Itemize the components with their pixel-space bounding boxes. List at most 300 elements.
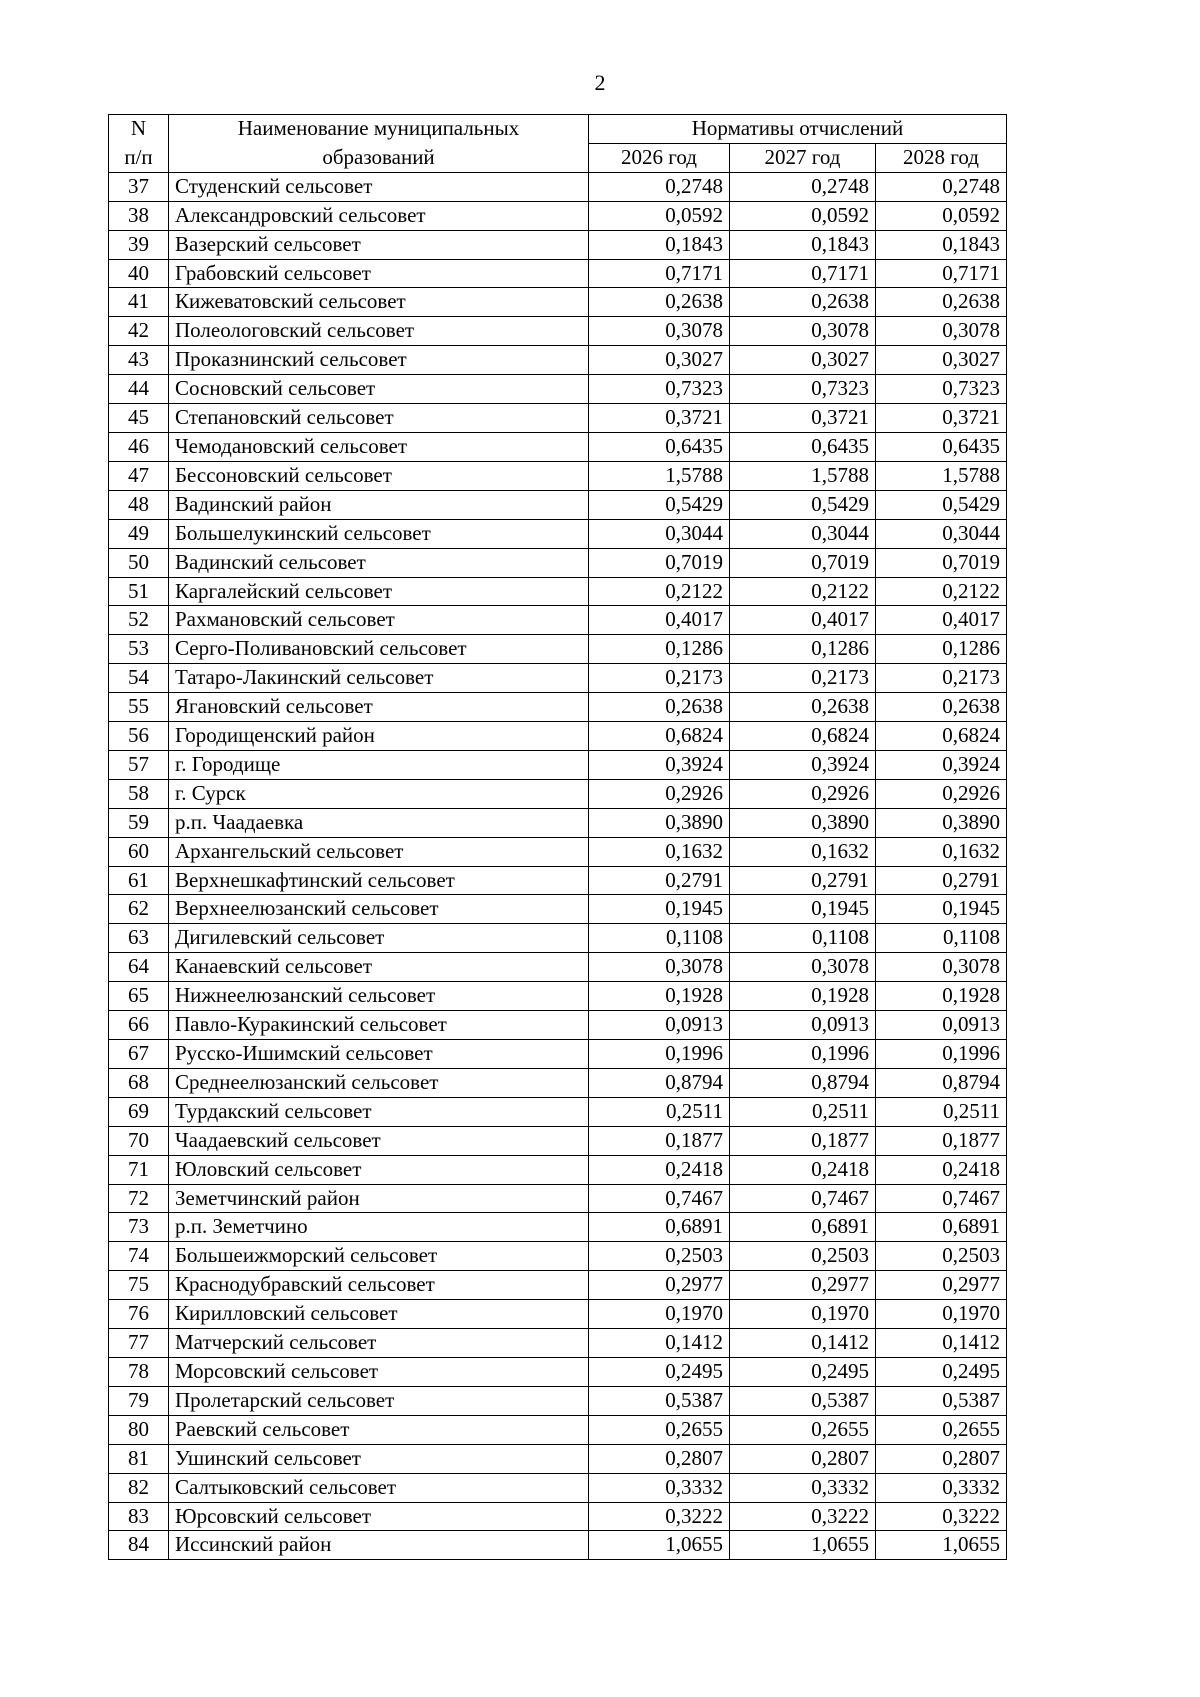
header-name-line1: Наименование муниципальных — [237, 116, 520, 141]
norm-2026: 0,2503 — [589, 1242, 730, 1271]
norm-2028: 0,2926 — [876, 779, 1007, 808]
norm-2026: 0,2791 — [589, 866, 730, 895]
norm-2026: 0,3044 — [589, 519, 730, 548]
row-number: 76 — [109, 1300, 169, 1329]
row-number: 61 — [109, 866, 169, 895]
row-number: 44 — [109, 375, 169, 404]
row-number: 46 — [109, 432, 169, 461]
row-number: 65 — [109, 982, 169, 1011]
norm-2028: 0,8794 — [876, 1068, 1007, 1097]
norm-2028: 0,2655 — [876, 1415, 1007, 1444]
norm-2027: 0,1996 — [730, 1040, 876, 1069]
norm-2028: 0,1928 — [876, 982, 1007, 1011]
municipality-name: Пролетарский сельсовет — [169, 1386, 589, 1415]
norm-2027: 0,1632 — [730, 837, 876, 866]
norm-2028: 0,3027 — [876, 346, 1007, 375]
header-name-line2-cell — [169, 143, 589, 172]
header-num-line1: N — [130, 116, 147, 141]
table-row — [109, 808, 1007, 837]
municipality-name: Юрсовский сельсовет — [169, 1502, 589, 1531]
norm-2028: 0,2173 — [876, 664, 1007, 693]
norm-2026: 1,0655 — [589, 1531, 730, 1560]
norm-2028: 0,0592 — [876, 201, 1007, 230]
table-row — [109, 432, 1007, 461]
municipality-name: г. Сурск — [169, 779, 589, 808]
norms-table — [108, 114, 1007, 1560]
norm-2026: 0,2807 — [589, 1444, 730, 1473]
municipality-name: Павло-Куракинский сельсовет — [169, 1011, 589, 1040]
municipality-name: Раевский сельсовет — [169, 1415, 589, 1444]
norm-2026: 0,1970 — [589, 1300, 730, 1329]
norm-2026: 0,2638 — [589, 693, 730, 722]
norm-2026: 0,2511 — [589, 1097, 730, 1126]
municipality-name: Студенский сельсовет — [169, 172, 589, 201]
norm-2028: 1,0655 — [876, 1531, 1007, 1560]
norm-2027: 0,1877 — [730, 1126, 876, 1155]
norm-2026: 0,3332 — [589, 1473, 730, 1502]
table-row — [109, 461, 1007, 490]
municipality-name: Сосновский сельсовет — [169, 375, 589, 404]
row-number: 83 — [109, 1502, 169, 1531]
norm-2027: 0,2926 — [730, 779, 876, 808]
municipality-name: Вадинский район — [169, 490, 589, 519]
row-number: 81 — [109, 1444, 169, 1473]
table-row — [109, 1444, 1007, 1473]
norm-2026: 0,2638 — [589, 288, 730, 317]
norm-2027: 1,5788 — [730, 461, 876, 490]
row-number: 57 — [109, 750, 169, 779]
norm-2028: 0,2495 — [876, 1357, 1007, 1386]
norm-2026: 0,1632 — [589, 837, 730, 866]
row-number: 58 — [109, 779, 169, 808]
norm-2026: 0,1928 — [589, 982, 730, 1011]
norm-2026: 0,2122 — [589, 577, 730, 606]
norm-2026: 0,3890 — [589, 808, 730, 837]
municipality-name: р.п. Земетчино — [169, 1213, 589, 1242]
norm-2028: 0,1945 — [876, 895, 1007, 924]
norm-2028: 0,1970 — [876, 1300, 1007, 1329]
header-name-cell — [169, 115, 589, 144]
norm-2027: 0,1945 — [730, 895, 876, 924]
municipality-name: Александровский сельсовет — [169, 201, 589, 230]
norm-2027: 0,5387 — [730, 1386, 876, 1415]
municipality-name: Дигилевский сельсовет — [169, 924, 589, 953]
norm-2028: 0,6824 — [876, 722, 1007, 751]
table-body — [109, 172, 1007, 1560]
norm-2027: 1,0655 — [730, 1531, 876, 1560]
table-row — [109, 404, 1007, 433]
municipality-name: Серго-Поливановский сельсовет — [169, 635, 589, 664]
municipality-name: Каргалейский сельсовет — [169, 577, 589, 606]
table-row — [109, 1126, 1007, 1155]
row-number: 53 — [109, 635, 169, 664]
norm-2028: 0,1286 — [876, 635, 1007, 664]
norm-2028: 0,2977 — [876, 1271, 1007, 1300]
norm-2028: 0,6435 — [876, 432, 1007, 461]
municipality-name: Большелукинский сельсовет — [169, 519, 589, 548]
municipality-name: Юловский сельсовет — [169, 1155, 589, 1184]
norm-2027: 0,1412 — [730, 1329, 876, 1358]
row-number: 77 — [109, 1329, 169, 1358]
norm-2026: 0,1843 — [589, 230, 730, 259]
norm-2028: 0,2511 — [876, 1097, 1007, 1126]
table-row — [109, 490, 1007, 519]
municipality-name: Канаевский сельсовет — [169, 953, 589, 982]
row-number: 73 — [109, 1213, 169, 1242]
norm-2026: 0,7323 — [589, 375, 730, 404]
norm-2026: 0,1108 — [589, 924, 730, 953]
row-number: 66 — [109, 1011, 169, 1040]
municipality-name: г. Городище — [169, 750, 589, 779]
table-row — [109, 577, 1007, 606]
norm-2026: 0,7171 — [589, 259, 730, 288]
table-row — [109, 230, 1007, 259]
table-row — [109, 1415, 1007, 1444]
header-name-line2: образований — [322, 144, 435, 169]
municipality-name: Полеологовский сельсовет — [169, 317, 589, 346]
header-num-line2-cell — [109, 143, 169, 172]
table-row — [109, 375, 1007, 404]
municipality-name: Среднеелюзанский сельсовет — [169, 1068, 589, 1097]
row-number: 38 — [109, 201, 169, 230]
row-number: 55 — [109, 693, 169, 722]
norm-2028: 0,1843 — [876, 230, 1007, 259]
header-year-2027: 2027 год — [730, 143, 876, 172]
table-row — [109, 1531, 1007, 1560]
norm-2028: 0,7467 — [876, 1184, 1007, 1213]
norm-2028: 0,5429 — [876, 490, 1007, 519]
municipality-name: Архангельский сельсовет — [169, 837, 589, 866]
municipality-name: р.п. Чаадаевка — [169, 808, 589, 837]
norm-2026: 0,3027 — [589, 346, 730, 375]
municipality-name: Вазерский сельсовет — [169, 230, 589, 259]
municipality-name: Краснодубравский сельсовет — [169, 1271, 589, 1300]
norm-2026: 0,1945 — [589, 895, 730, 924]
table-row — [109, 1271, 1007, 1300]
norm-2028: 0,7171 — [876, 259, 1007, 288]
norm-2027: 0,7171 — [730, 259, 876, 288]
norm-2026: 0,2655 — [589, 1415, 730, 1444]
norm-2026: 0,1996 — [589, 1040, 730, 1069]
table-row — [109, 317, 1007, 346]
norm-2027: 0,2638 — [730, 693, 876, 722]
norm-2028: 0,3890 — [876, 808, 1007, 837]
table-row — [109, 1184, 1007, 1213]
municipality-name: Кирилловский сельсовет — [169, 1300, 589, 1329]
norm-2028: 0,3924 — [876, 750, 1007, 779]
norm-2027: 0,8794 — [730, 1068, 876, 1097]
table-row — [109, 1357, 1007, 1386]
municipality-name: Ушинский сельсовет — [169, 1444, 589, 1473]
row-number: 84 — [109, 1531, 169, 1560]
norm-2026: 0,3721 — [589, 404, 730, 433]
table-row — [109, 1213, 1007, 1242]
header-year-2028: 2028 год — [876, 143, 1007, 172]
norm-2027: 0,2791 — [730, 866, 876, 895]
page-number: 2 — [594, 70, 606, 95]
table-row — [109, 1386, 1007, 1415]
row-number: 47 — [109, 461, 169, 490]
row-number: 63 — [109, 924, 169, 953]
table-row — [109, 866, 1007, 895]
row-number: 37 — [109, 172, 169, 201]
table-row — [109, 1040, 1007, 1069]
norm-2028: 1,5788 — [876, 461, 1007, 490]
norm-2028: 0,1877 — [876, 1126, 1007, 1155]
municipality-name: Грабовский сельсовет — [169, 259, 589, 288]
table-row — [109, 837, 1007, 866]
norm-2026: 0,1877 — [589, 1126, 730, 1155]
norm-2027: 0,4017 — [730, 606, 876, 635]
municipality-name: Ягановский сельсовет — [169, 693, 589, 722]
row-number: 51 — [109, 577, 169, 606]
norm-2026: 0,3078 — [589, 953, 730, 982]
municipality-name: Бессоновский сельсовет — [169, 461, 589, 490]
norm-2027: 0,7323 — [730, 375, 876, 404]
table-row — [109, 1300, 1007, 1329]
table-row — [109, 924, 1007, 953]
norm-2027: 0,2807 — [730, 1444, 876, 1473]
norm-2027: 0,5429 — [730, 490, 876, 519]
norm-2028: 0,2122 — [876, 577, 1007, 606]
table-row — [109, 722, 1007, 751]
municipality-name: Верхнешкафтинский сельсовет — [169, 866, 589, 895]
header-num-line2: п/п — [124, 144, 153, 169]
table-row — [109, 779, 1007, 808]
norm-2027: 0,7019 — [730, 548, 876, 577]
norm-2027: 0,2511 — [730, 1097, 876, 1126]
row-number: 74 — [109, 1242, 169, 1271]
table-row — [109, 548, 1007, 577]
municipality-name: Большеижморский сельсовет — [169, 1242, 589, 1271]
row-number: 60 — [109, 837, 169, 866]
norm-2027: 0,2655 — [730, 1415, 876, 1444]
row-number: 56 — [109, 722, 169, 751]
municipality-name: Татаро-Лакинский сельсовет — [169, 664, 589, 693]
municipality-name: Иссинский район — [169, 1531, 589, 1560]
norm-2027: 0,0592 — [730, 201, 876, 230]
norm-2026: 0,6824 — [589, 722, 730, 751]
norm-2028: 0,3721 — [876, 404, 1007, 433]
norm-2027: 0,3924 — [730, 750, 876, 779]
norm-2027: 0,2638 — [730, 288, 876, 317]
header-num-cell — [109, 115, 169, 144]
table-row — [109, 1242, 1007, 1271]
norm-2026: 0,7467 — [589, 1184, 730, 1213]
norm-2027: 0,3078 — [730, 953, 876, 982]
norm-2028: 0,6891 — [876, 1213, 1007, 1242]
norm-2028: 0,3332 — [876, 1473, 1007, 1502]
row-number: 82 — [109, 1473, 169, 1502]
table-row — [109, 635, 1007, 664]
norm-2026: 1,5788 — [589, 461, 730, 490]
header-year-2026: 2026 год — [589, 143, 730, 172]
norm-2027: 0,1928 — [730, 982, 876, 1011]
municipality-name: Кижеватовский сельсовет — [169, 288, 589, 317]
norm-2026: 0,6435 — [589, 432, 730, 461]
row-number: 52 — [109, 606, 169, 635]
norm-2028: 0,0913 — [876, 1011, 1007, 1040]
row-number: 45 — [109, 404, 169, 433]
table-row — [109, 664, 1007, 693]
municipality-name: Морсовский сельсовет — [169, 1357, 589, 1386]
row-number: 42 — [109, 317, 169, 346]
row-number: 78 — [109, 1357, 169, 1386]
norm-2028: 0,1108 — [876, 924, 1007, 953]
norm-2026: 0,2748 — [589, 172, 730, 201]
norm-2026: 0,2418 — [589, 1155, 730, 1184]
row-number: 49 — [109, 519, 169, 548]
row-number: 79 — [109, 1386, 169, 1415]
norm-2026: 0,2495 — [589, 1357, 730, 1386]
norm-2027: 0,3222 — [730, 1502, 876, 1531]
row-number: 71 — [109, 1155, 169, 1184]
norm-2026: 0,8794 — [589, 1068, 730, 1097]
row-number: 41 — [109, 288, 169, 317]
norm-2027: 0,6891 — [730, 1213, 876, 1242]
table-row — [109, 201, 1007, 230]
norm-2027: 0,2977 — [730, 1271, 876, 1300]
norm-2027: 0,1970 — [730, 1300, 876, 1329]
table-row — [109, 1068, 1007, 1097]
municipality-name: Земетчинский район — [169, 1184, 589, 1213]
table-row — [109, 953, 1007, 982]
row-number: 39 — [109, 230, 169, 259]
row-number: 54 — [109, 664, 169, 693]
row-number: 59 — [109, 808, 169, 837]
row-number: 40 — [109, 259, 169, 288]
norm-2027: 0,1843 — [730, 230, 876, 259]
norm-2026: 0,3222 — [589, 1502, 730, 1531]
norm-2028: 0,7323 — [876, 375, 1007, 404]
table-row — [109, 172, 1007, 201]
row-number: 72 — [109, 1184, 169, 1213]
norm-2026: 0,2926 — [589, 779, 730, 808]
municipality-name: Матчерский сельсовет — [169, 1329, 589, 1358]
norm-2028: 0,2418 — [876, 1155, 1007, 1184]
table-row — [109, 895, 1007, 924]
municipality-name: Рахмановский сельсовет — [169, 606, 589, 635]
norm-2027: 0,2122 — [730, 577, 876, 606]
norm-2026: 0,3924 — [589, 750, 730, 779]
row-number: 69 — [109, 1097, 169, 1126]
table-row — [109, 1473, 1007, 1502]
norm-2028: 0,1996 — [876, 1040, 1007, 1069]
norm-2027: 0,2418 — [730, 1155, 876, 1184]
norm-2027: 0,0913 — [730, 1011, 876, 1040]
norm-2026: 0,7019 — [589, 548, 730, 577]
norm-2028: 0,5387 — [876, 1386, 1007, 1415]
norm-2027: 0,2748 — [730, 172, 876, 201]
table-row — [109, 1502, 1007, 1531]
table-row — [109, 1011, 1007, 1040]
norm-2027: 0,3721 — [730, 404, 876, 433]
table-row — [109, 519, 1007, 548]
norm-2026: 0,5387 — [589, 1386, 730, 1415]
norm-2027: 0,3027 — [730, 346, 876, 375]
norm-2026: 0,6891 — [589, 1213, 730, 1242]
row-number: 48 — [109, 490, 169, 519]
norm-2028: 0,7019 — [876, 548, 1007, 577]
norm-2027: 0,2503 — [730, 1242, 876, 1271]
municipality-name: Проказнинский сельсовет — [169, 346, 589, 375]
norm-2027: 0,2495 — [730, 1357, 876, 1386]
norm-2028: 0,4017 — [876, 606, 1007, 635]
norm-2027: 0,3078 — [730, 317, 876, 346]
norm-2027: 0,3890 — [730, 808, 876, 837]
norm-2026: 0,2173 — [589, 664, 730, 693]
municipality-name: Чемодановский сельсовет — [169, 432, 589, 461]
row-number: 50 — [109, 548, 169, 577]
norm-2026: 0,2977 — [589, 1271, 730, 1300]
norm-2027: 0,6435 — [730, 432, 876, 461]
table-row — [109, 346, 1007, 375]
norm-2026: 0,4017 — [589, 606, 730, 635]
norm-2026: 0,0913 — [589, 1011, 730, 1040]
norm-2028: 0,2748 — [876, 172, 1007, 201]
norm-2026: 0,5429 — [589, 490, 730, 519]
table-row — [109, 1097, 1007, 1126]
municipality-name: Салтыковский сельсовет — [169, 1473, 589, 1502]
norm-2026: 0,1412 — [589, 1329, 730, 1358]
row-number: 80 — [109, 1415, 169, 1444]
norm-2026: 0,0592 — [589, 201, 730, 230]
norm-2027: 0,7467 — [730, 1184, 876, 1213]
norm-2028: 0,2807 — [876, 1444, 1007, 1473]
norm-2027: 0,6824 — [730, 722, 876, 751]
row-number: 62 — [109, 895, 169, 924]
norm-2028: 0,3078 — [876, 953, 1007, 982]
norm-2028: 0,2791 — [876, 866, 1007, 895]
row-number: 67 — [109, 1040, 169, 1069]
municipality-name: Вадинский сельсовет — [169, 548, 589, 577]
norm-2027: 0,3332 — [730, 1473, 876, 1502]
municipality-name: Русско-Ишимский сельсовет — [169, 1040, 589, 1069]
norm-2028: 0,3044 — [876, 519, 1007, 548]
municipality-name: Нижнеелюзанский сельсовет — [169, 982, 589, 1011]
norm-2028: 0,2638 — [876, 693, 1007, 722]
table-row — [109, 693, 1007, 722]
norm-2026: 0,1286 — [589, 635, 730, 664]
norm-2028: 0,1632 — [876, 837, 1007, 866]
municipality-name: Чаадаевский сельсовет — [169, 1126, 589, 1155]
norm-2027: 0,2173 — [730, 664, 876, 693]
norm-2028: 0,3222 — [876, 1502, 1007, 1531]
table-row — [109, 288, 1007, 317]
table-row — [109, 1155, 1007, 1184]
norm-2027: 0,3044 — [730, 519, 876, 548]
row-number: 70 — [109, 1126, 169, 1155]
table-row — [109, 750, 1007, 779]
norm-2028: 0,2638 — [876, 288, 1007, 317]
municipality-name: Степановский сельсовет — [169, 404, 589, 433]
norm-2028: 0,2503 — [876, 1242, 1007, 1271]
municipality-name: Верхнеелюзанский сельсовет — [169, 895, 589, 924]
row-number: 43 — [109, 346, 169, 375]
norm-2026: 0,3078 — [589, 317, 730, 346]
norm-2027: 0,1286 — [730, 635, 876, 664]
norm-2028: 0,1412 — [876, 1329, 1007, 1358]
table-row — [109, 606, 1007, 635]
row-number: 75 — [109, 1271, 169, 1300]
table-row — [109, 259, 1007, 288]
row-number: 68 — [109, 1068, 169, 1097]
table-row — [109, 982, 1007, 1011]
table-row — [109, 1329, 1007, 1358]
municipality-name: Турдакский сельсовет — [169, 1097, 589, 1126]
header-norms: Нормативы отчислений — [589, 115, 1007, 144]
row-number: 64 — [109, 953, 169, 982]
